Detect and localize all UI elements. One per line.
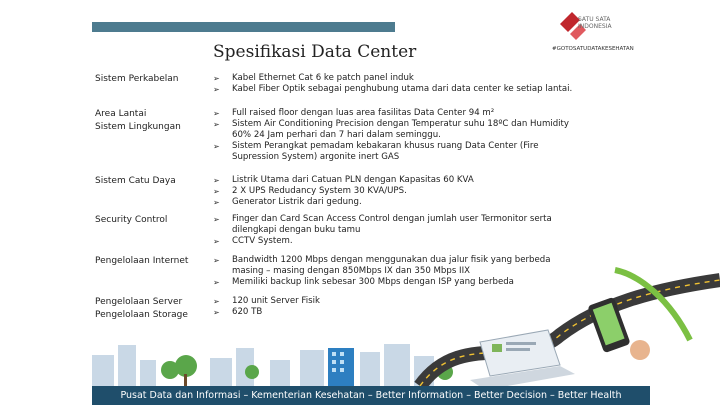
hashtag: #GOTOSATUDATAKESEHATAN	[552, 46, 634, 52]
arrow-bullet-icon: ➢	[213, 187, 220, 197]
spec-item: ➢ CCTV System.	[213, 236, 293, 247]
spec-item: ➢ Finger dan Card Scan Access Control dengan jumlah user Termonitor serta dilengkapi dengan buku tamu	[213, 214, 552, 236]
arrow-bullet-icon: ➢	[213, 278, 220, 288]
spec-item: ➢ 2 X UPS Redudancy System 30 KVA/UPS.	[213, 186, 407, 197]
spec-item: ➢ Memiliki backup link sebesar 300 Mbps dengan ISP yang berbeda	[213, 277, 514, 288]
page-title: Spesifikasi Data Center	[213, 42, 417, 62]
arrow-bullet-icon: ➢	[213, 119, 220, 129]
spec-item: ➢ Sistem Perangkat pemadam kebakaran khusus ruang Data Center (Fire Supression System) argonite inert GAS	[213, 141, 539, 163]
skyline-illustration	[92, 344, 434, 386]
spec-label: Area Lantai	[95, 109, 147, 119]
spec-item: ➢ Kabel Fiber Optik sebagai penghubung utama dari data center ke setiap lantai.	[213, 84, 573, 95]
arrow-bullet-icon: ➢	[213, 85, 220, 95]
spec-label: Pengelolaan Internet	[95, 256, 189, 266]
footer-bar: Pusat Data dan Informasi – Kementerian Kesehatan – Better Information – Better Decision – Better Health	[92, 386, 650, 405]
arrow-bullet-icon: ➢	[213, 215, 220, 224]
building-illustration	[328, 348, 354, 386]
spec-item: ➢ 120 unit Server Fisik	[213, 296, 320, 306]
spec-item: ➢ Listrik Utama dari Catuan PLN dengan Kapasitas 60 KVA	[213, 175, 474, 185]
logo-text: SATU SATA INDONESIA	[578, 16, 612, 30]
arrow-bullet-icon: ➢	[213, 108, 220, 118]
spec-label: Pengelolaan Storage	[95, 310, 188, 320]
spec-label: Sistem Lingkungan	[95, 122, 181, 132]
spec-item: ➢ 620 TB	[213, 307, 263, 318]
spec-item: ➢ Kabel Ethernet Cat 6 ke patch panel induk	[213, 73, 414, 83]
spec-label: Security Control	[95, 215, 168, 225]
arrow-bullet-icon: ➢	[213, 297, 220, 306]
arrow-bullet-icon: ➢	[213, 176, 220, 185]
spec-label: Sistem Perkabelan	[95, 74, 179, 84]
spec-item: ➢ Full raised floor dengan luas area fasilitas Data Center 94 m²	[213, 107, 495, 118]
spec-label: Pengelolaan Server	[95, 297, 183, 307]
arrow-bullet-icon: ➢	[213, 198, 220, 208]
arrow-bullet-icon: ➢	[213, 237, 220, 247]
arrow-bullet-icon: ➢	[213, 142, 220, 152]
arrow-bullet-icon: ➢	[213, 308, 220, 318]
spec-label: Sistem Catu Daya	[95, 176, 176, 186]
arrow-bullet-icon: ➢	[213, 74, 220, 83]
spec-item: ➢ Sistem Air Conditioning Precision dengan Temperatur suhu 18ºC dan Humidity 60% 24 Jam perhari dan 7 hari dalam seminggu.	[213, 118, 570, 140]
spec-item: ➢ Generator Listrik dari gedung.	[213, 197, 362, 208]
spec-item: ➢ Bandwidth 1200 Mbps dengan menggunakan dua jalur fisik yang berbeda masing – masing dengan 850Mbps IX dan 350 Mbps IIX	[213, 255, 551, 277]
arrow-bullet-icon: ➢	[213, 256, 220, 265]
